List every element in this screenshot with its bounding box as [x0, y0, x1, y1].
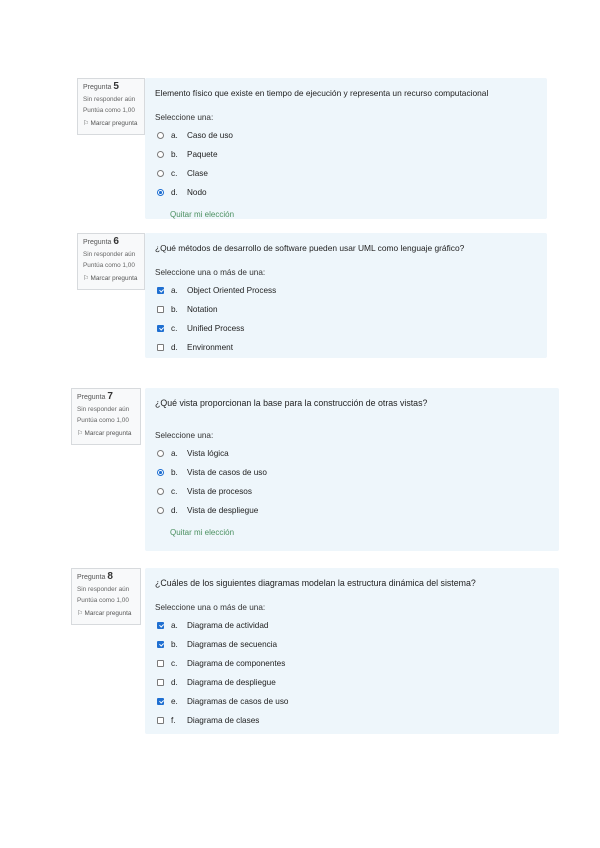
answer-label: Diagramas de casos de uso — [187, 697, 289, 706]
flag-icon: ⚐ — [77, 609, 83, 617]
question-status: Sin responder aún — [77, 585, 130, 593]
question-text: ¿Qué vista proporcionan la base para la construcción de otras vistas? — [155, 398, 428, 408]
question-score: Puntúa como 1,00 — [77, 597, 129, 604]
radio-button[interactable] — [157, 488, 164, 495]
question-label: Pregunta — [83, 239, 112, 246]
answer-letter: d. — [171, 506, 178, 515]
answer-label: Vista de procesos — [187, 487, 252, 496]
flag-question-link[interactable] — [77, 610, 137, 619]
answer-letter: a. — [171, 131, 178, 140]
question-content-7 — [145, 388, 559, 551]
checkbox-checked[interactable] — [157, 698, 164, 705]
answer-option-c[interactable] — [155, 654, 549, 673]
question-info-8 — [71, 568, 141, 625]
answer-option-b[interactable] — [155, 635, 549, 654]
answer-option-d[interactable] — [155, 673, 549, 692]
answer-letter: a. — [171, 286, 178, 295]
answer-label: Diagrama de clases — [187, 716, 260, 725]
flag-icon: ⚐ — [77, 429, 83, 437]
flag-question-link[interactable] — [83, 275, 141, 284]
answer-label: Vista lógica — [187, 449, 229, 458]
question-info-6 — [77, 233, 145, 290]
answer-list — [155, 616, 549, 730]
radio-button[interactable] — [157, 132, 164, 139]
question-text: Elemento físico que existe en tiempo de ejecución y representa un recurso computacional — [155, 88, 489, 98]
question-status: Sin responder aún — [77, 405, 130, 413]
answer-label: Diagramas de secuencia — [187, 640, 278, 649]
answer-option-c[interactable] — [155, 319, 537, 338]
answer-letter: d. — [171, 188, 178, 197]
question-info-7 — [71, 388, 141, 445]
answer-label: Diagrama de actividad — [187, 621, 269, 630]
answer-label: Environment — [187, 343, 233, 352]
answer-letter: b. — [171, 305, 178, 314]
answer-prompt: Seleccione una: — [155, 431, 214, 440]
answer-list — [155, 444, 549, 520]
question-text: ¿Qué métodos de desarrollo de software pueden usar UML como lenguaje gráfico? — [155, 243, 465, 253]
answer-option-b[interactable] — [155, 300, 537, 319]
radio-button[interactable] — [157, 170, 164, 177]
answer-prompt: Seleccione una o más de una: — [155, 268, 266, 277]
question-content-5 — [145, 78, 547, 219]
checkbox[interactable] — [157, 660, 164, 667]
question-label: Pregunta — [83, 84, 112, 91]
answer-option-d[interactable] — [155, 338, 537, 357]
checkbox-checked[interactable] — [157, 622, 164, 629]
radio-button[interactable] — [157, 450, 164, 457]
answer-label: Notation — [187, 305, 218, 314]
checkbox[interactable] — [157, 344, 164, 351]
answer-letter: b. — [171, 150, 178, 159]
question-score: Puntúa como 1,00 — [83, 107, 135, 114]
flag-question-link[interactable] — [83, 120, 141, 129]
answer-list — [155, 126, 537, 202]
answer-option-d[interactable] — [155, 183, 537, 202]
answer-label: Object Oriented Process — [187, 286, 277, 295]
answer-label: Unified Process — [187, 324, 245, 333]
answer-letter: c. — [171, 324, 178, 333]
answer-letter: c. — [171, 659, 178, 668]
radio-button-selected[interactable] — [157, 189, 164, 196]
answer-letter: a. — [171, 621, 178, 630]
answer-letter: b. — [171, 640, 178, 649]
answer-option-a[interactable] — [155, 444, 549, 463]
question-number: 5 — [113, 81, 119, 92]
checkbox-checked[interactable] — [157, 287, 164, 294]
answer-letter: a. — [171, 449, 178, 458]
answer-option-a[interactable] — [155, 616, 549, 635]
answer-option-c[interactable] — [155, 164, 537, 183]
radio-button[interactable] — [157, 151, 164, 158]
answer-list — [155, 281, 537, 357]
answer-letter: d. — [171, 343, 178, 352]
answer-label: Paquete — [187, 150, 218, 159]
answer-label: Clase — [187, 169, 208, 178]
question-content-6 — [145, 233, 547, 358]
question-status: Sin responder aún — [83, 95, 136, 103]
answer-option-d[interactable] — [155, 501, 549, 520]
answer-option-f[interactable] — [155, 711, 549, 730]
question-label: Pregunta — [77, 394, 106, 401]
flag-label: Marcar pregunta — [90, 274, 138, 282]
answer-label: Caso de uso — [187, 131, 233, 140]
answer-label: Diagrama de despliegue — [187, 678, 276, 687]
radio-button[interactable] — [157, 507, 164, 514]
answer-letter: c. — [171, 487, 178, 496]
answer-label: Nodo — [187, 188, 207, 197]
flag-question-link[interactable] — [77, 430, 137, 439]
answer-option-a[interactable] — [155, 281, 537, 300]
checkbox[interactable] — [157, 717, 164, 724]
question-label: Pregunta — [77, 574, 106, 581]
question-number: 8 — [107, 571, 113, 582]
answer-letter: b. — [171, 468, 178, 477]
answer-prompt: Seleccione una o más de una: — [155, 603, 266, 612]
question-score: Puntúa como 1,00 — [83, 262, 135, 269]
clear-choice-link[interactable]: Quitar mi elección — [170, 528, 235, 537]
question-info-5 — [77, 78, 145, 135]
answer-option-b[interactable] — [155, 145, 537, 164]
checkbox-checked[interactable] — [157, 325, 164, 332]
answer-prompt: Seleccione una: — [155, 113, 214, 122]
answer-label: Diagrama de componentes — [187, 659, 286, 668]
answer-letter: f. — [171, 716, 176, 725]
question-score: Puntúa como 1,00 — [77, 417, 129, 424]
checkbox[interactable] — [157, 306, 164, 313]
flag-label: Marcar pregunta — [84, 609, 132, 617]
answer-option-a[interactable] — [155, 126, 537, 145]
answer-option-c[interactable] — [155, 482, 549, 501]
question-status: Sin responder aún — [83, 250, 136, 258]
question-content-8 — [145, 568, 559, 734]
checkbox[interactable] — [157, 679, 164, 686]
answer-option-e[interactable] — [155, 692, 549, 711]
flag-icon: ⚐ — [83, 274, 89, 282]
answer-label: Vista de despliegue — [187, 506, 259, 515]
question-text: ¿Cuáles de los siguientes diagramas modelan la estructura dinámica del sistema? — [155, 578, 476, 588]
question-number: 7 — [107, 391, 113, 402]
radio-button-selected[interactable] — [157, 469, 164, 476]
question-number: 6 — [113, 236, 119, 247]
clear-choice-link[interactable]: Quitar mi elección — [170, 210, 235, 219]
flag-label: Marcar pregunta — [90, 119, 138, 127]
checkbox-checked[interactable] — [157, 641, 164, 648]
flag-icon: ⚐ — [83, 119, 89, 127]
answer-letter: c. — [171, 169, 178, 178]
answer-letter: e. — [171, 697, 178, 706]
flag-label: Marcar pregunta — [84, 429, 132, 437]
answer-label: Vista de casos de uso — [187, 468, 267, 477]
answer-option-b[interactable] — [155, 463, 549, 482]
answer-letter: d. — [171, 678, 178, 687]
